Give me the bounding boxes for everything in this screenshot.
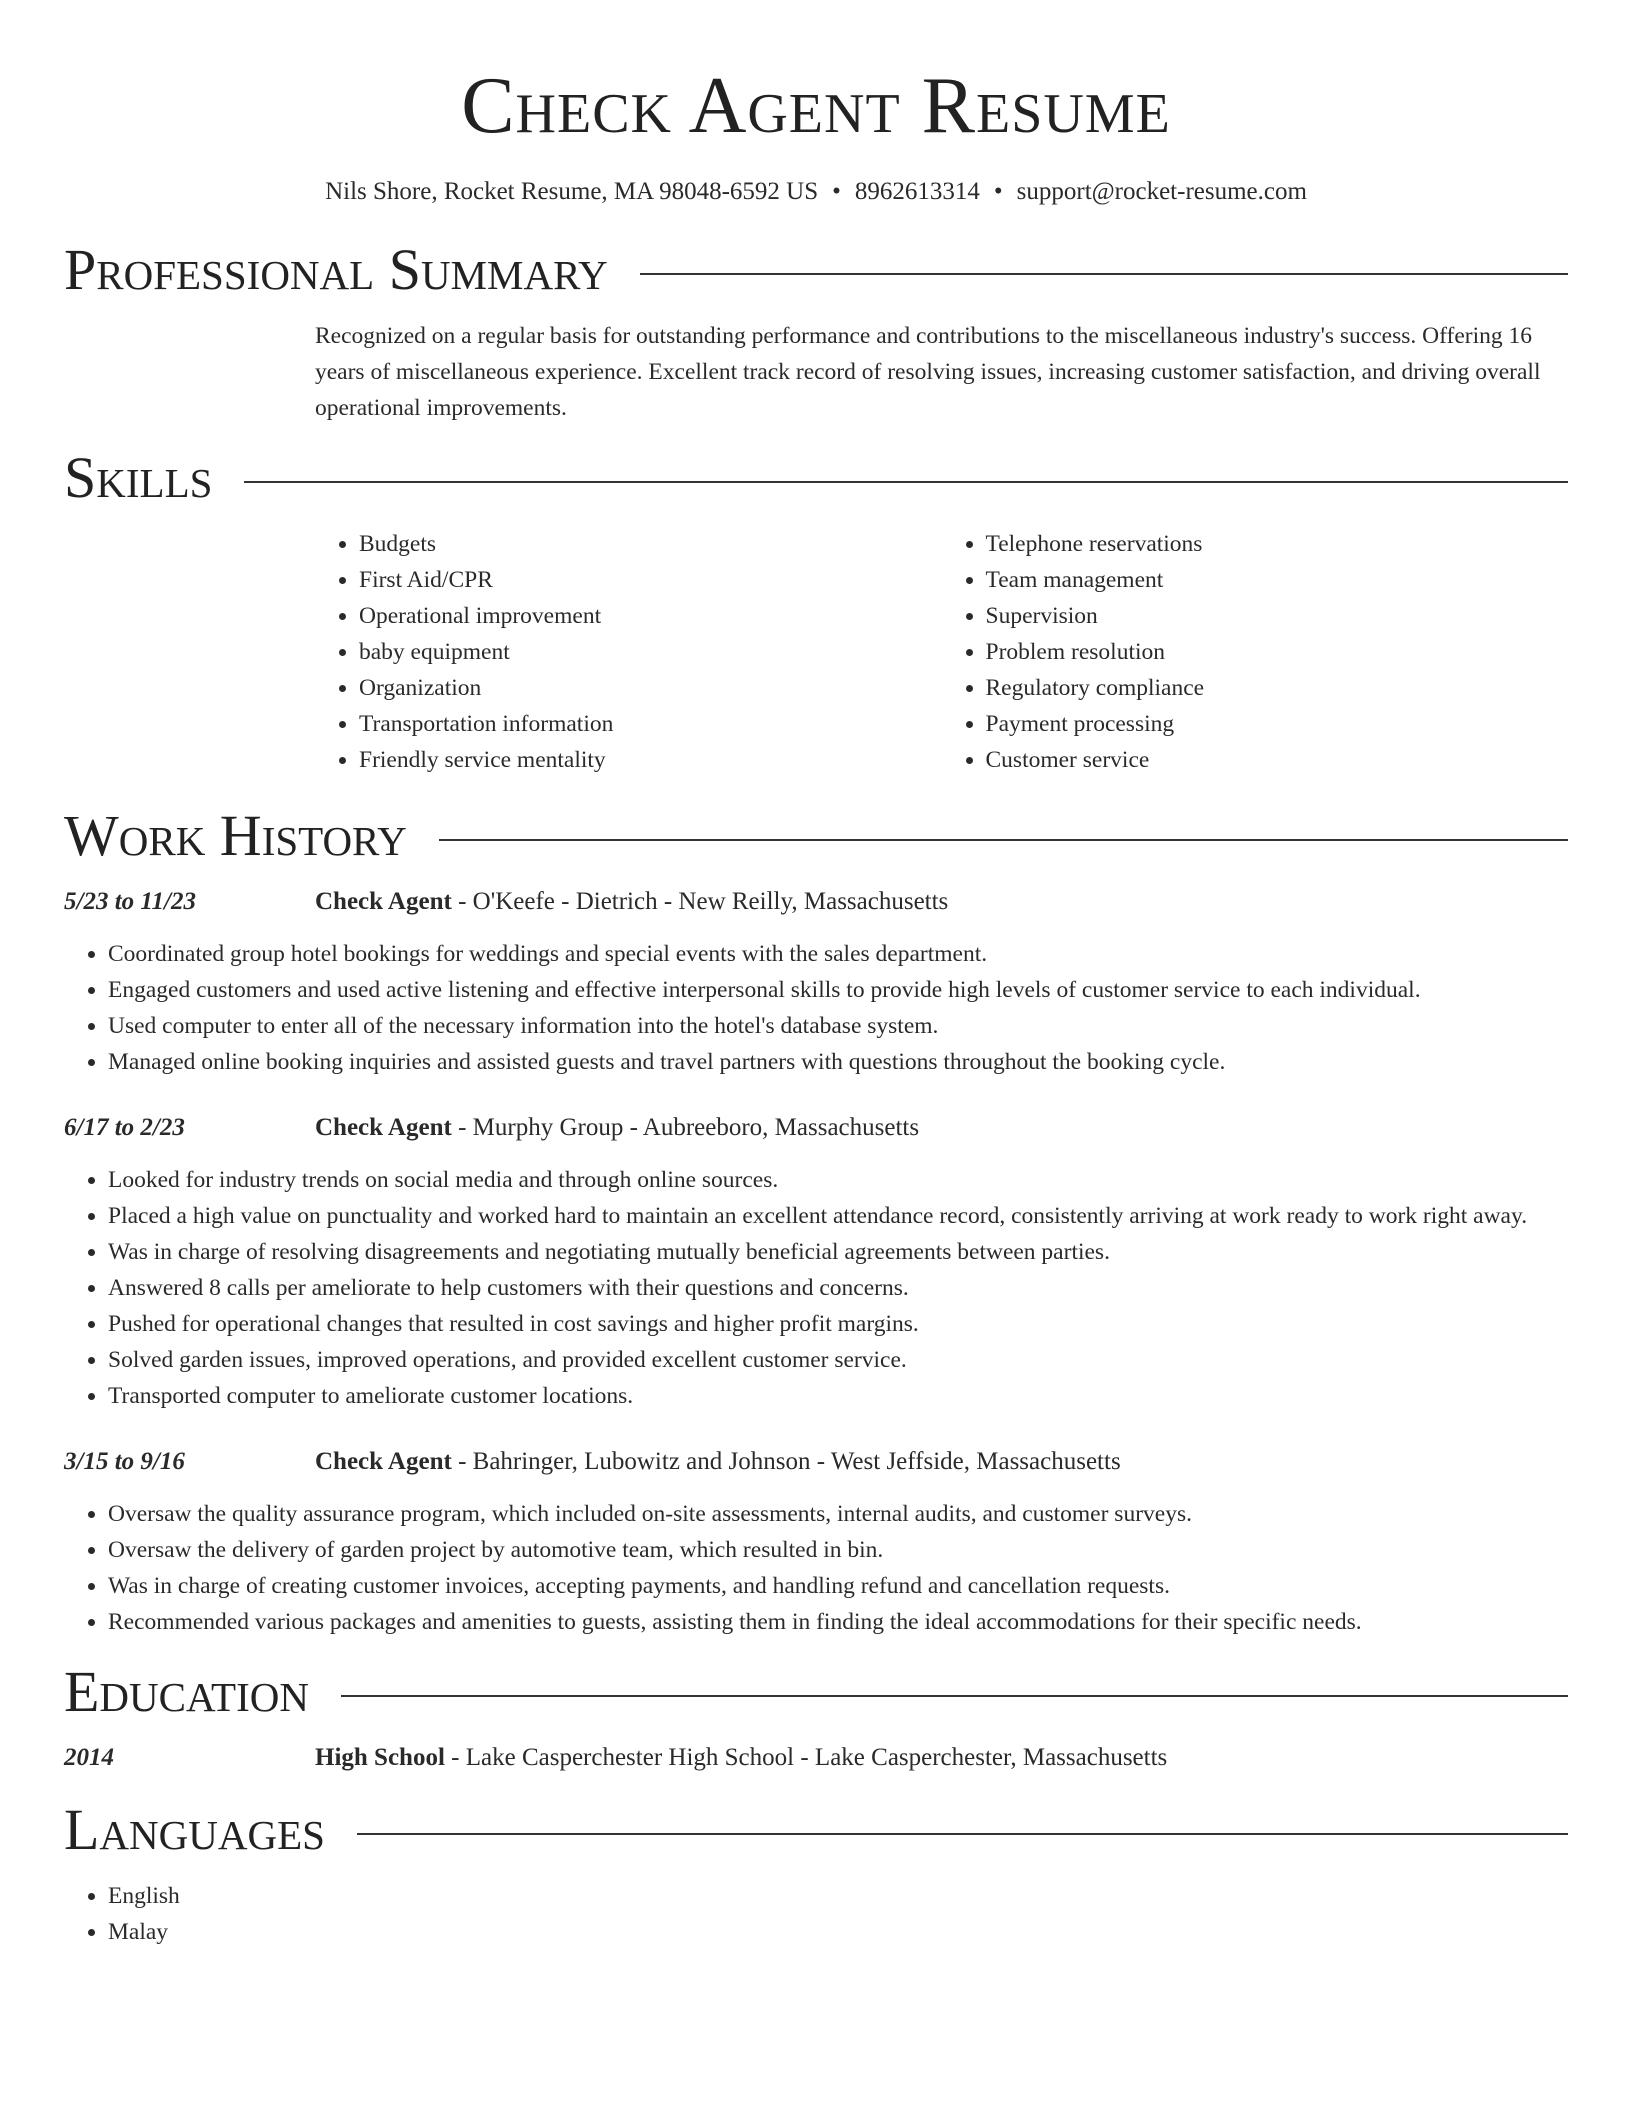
skills-grid xyxy=(315,526,1568,778)
education-entry xyxy=(64,1740,1568,1776)
summary-heading-row xyxy=(64,238,1568,302)
job-bullet: • Was in charge of resolving disagreements and negotiating mutually beneficial agreements between parties. xyxy=(108,1234,1568,1270)
job-line xyxy=(315,1444,1121,1480)
section-divider xyxy=(341,1695,1568,1697)
work-heading: Work History xyxy=(64,803,407,868)
job-header xyxy=(64,1110,1568,1146)
skill-item: • Operational improvement xyxy=(359,598,942,634)
skill-item: • Organization xyxy=(359,670,942,706)
job-bullet: • Used computer to enter all of the necessary information into the hotel's database system. xyxy=(108,1008,1568,1044)
job-header xyxy=(64,1444,1568,1480)
skills-list-right xyxy=(942,526,1569,778)
skill-item: • Budgets xyxy=(359,526,942,562)
job-bullet: • Oversaw the delivery of garden project by automotive team, which resulted in bin. xyxy=(108,1532,1568,1568)
job-entry xyxy=(64,1444,1568,1640)
section-divider xyxy=(640,273,1568,275)
skill-item: • Transportation information xyxy=(359,706,942,742)
resume-page xyxy=(64,0,1568,1950)
summary-text: Recognized on a regular basis for outstanding performance and contributions to the miscellaneous industry's success. Offering 16 years of miscellaneous experience. Excellent track record of resolving issues, increasing customer satisfaction, and driving overall operational improvements. xyxy=(315,323,1541,421)
skill-item: • baby equipment xyxy=(359,634,942,670)
education-line xyxy=(315,1740,1167,1776)
job-bullet: • Coordinated group hotel bookings for weddings and special events with the sales department. xyxy=(108,936,1568,972)
job-bullets xyxy=(64,936,1568,1080)
job-bullet: • Oversaw the quality assurance program, which included on-site assessments, internal audits, and customer surveys. xyxy=(108,1496,1568,1532)
job-title: Check Agent xyxy=(315,888,452,915)
section-divider xyxy=(244,481,1568,483)
skill-item: • Customer service xyxy=(986,742,1569,778)
job-bullet: • Transported computer to ameliorate customer locations. xyxy=(108,1378,1568,1414)
job-line xyxy=(315,1110,919,1146)
skill-item: • Team management xyxy=(986,562,1569,598)
languages-heading: Languages xyxy=(64,1797,325,1862)
job-date: 3/15 to 9/16 xyxy=(64,1448,185,1475)
job-entry xyxy=(64,884,1568,1080)
skill-item: • Regulatory compliance xyxy=(986,670,1569,706)
job-header xyxy=(64,884,1568,920)
job-employer: - Bahringer, Lubowitz and Johnson - West Jeffside, Massachusetts xyxy=(451,1448,1121,1475)
job-bullet: • Solved garden issues, improved operations, and provided excellent customer service. xyxy=(108,1342,1568,1378)
skill-item: • Supervision xyxy=(986,598,1569,634)
job-date: 6/17 to 2/23 xyxy=(64,1114,185,1141)
job-line xyxy=(315,884,948,920)
job-bullet: • Recommended various packages and amenities to guests, assisting them in finding the ideal accommodations for their specific needs. xyxy=(108,1604,1568,1640)
skill-item: • Problem resolution xyxy=(986,634,1569,670)
skill-item: • First Aid/CPR xyxy=(359,562,942,598)
job-bullet: • Was in charge of creating customer invoices, accepting payments, and handling refund and cancellation requests. xyxy=(108,1568,1568,1604)
section-divider xyxy=(439,839,1568,841)
skills-heading: Skills xyxy=(64,445,213,510)
section-divider xyxy=(357,1833,1568,1835)
job-entry xyxy=(64,1110,1568,1414)
job-bullet: • Looked for industry trends on social media and through online sources. xyxy=(108,1162,1568,1198)
job-title: Check Agent xyxy=(315,1114,452,1141)
education-heading: Education xyxy=(64,1659,309,1724)
contact-email: support@rocket-resume.com xyxy=(1016,178,1307,205)
contact-line xyxy=(64,178,1568,206)
job-bullet: • Placed a high value on punctuality and worked hard to maintain an excellent attendance record, consistently arriving at work ready to work right away. xyxy=(108,1198,1568,1234)
skills-heading-row xyxy=(64,446,1568,510)
job-bullet: • Pushed for operational changes that resulted in cost savings and higher profit margins. xyxy=(108,1306,1568,1342)
education-heading-row xyxy=(64,1660,1568,1724)
languages-heading-row xyxy=(64,1798,1568,1862)
skill-item: • Friendly service mentality xyxy=(359,742,942,778)
page-title: Check Agent Resume xyxy=(461,62,1171,150)
job-bullet: • Engaged customers and used active listening and effective interpersonal skills to provide high levels of customer service to each individual. xyxy=(108,972,1568,1008)
job-title: Check Agent xyxy=(315,1448,452,1475)
contact-address: Nils Shore, Rocket Resume, MA 98048-6592 US xyxy=(325,178,819,205)
summary-heading: Professional Summary xyxy=(64,237,608,302)
language-item: • Malay xyxy=(108,1914,1568,1950)
contact-phone: 8962613314 xyxy=(854,178,980,205)
job-bullet: • Managed online booking inquiries and assisted guests and travel partners with questions throughout the booking cycle. xyxy=(108,1044,1568,1080)
contact-separator: • xyxy=(993,178,1003,205)
language-item: • English xyxy=(108,1878,1568,1914)
job-bullets xyxy=(64,1496,1568,1640)
contact-separator: • xyxy=(832,178,841,205)
job-employer: - Murphy Group - Aubreeboro, Massachusetts xyxy=(451,1114,920,1141)
work-heading-row xyxy=(64,804,1568,868)
job-employer: - O'Keefe - Dietrich - New Reilly, Massachusetts xyxy=(451,888,949,915)
skill-item: • Telephone reservations xyxy=(986,526,1569,562)
job-bullets xyxy=(64,1162,1568,1414)
languages-list xyxy=(64,1878,1568,1950)
education-degree: High School xyxy=(315,1744,445,1771)
education-date: 2014 xyxy=(64,1744,114,1771)
skills-list-left xyxy=(315,526,942,778)
education-school: - Lake Casperchester High School - Lake Casperchester, Massachusetts xyxy=(444,1744,1168,1771)
skill-item: • Payment processing xyxy=(986,706,1569,742)
job-bullet: • Answered 8 calls per ameliorate to help customers with their questions and concerns. xyxy=(108,1270,1568,1306)
job-date: 5/23 to 11/23 xyxy=(64,888,196,915)
